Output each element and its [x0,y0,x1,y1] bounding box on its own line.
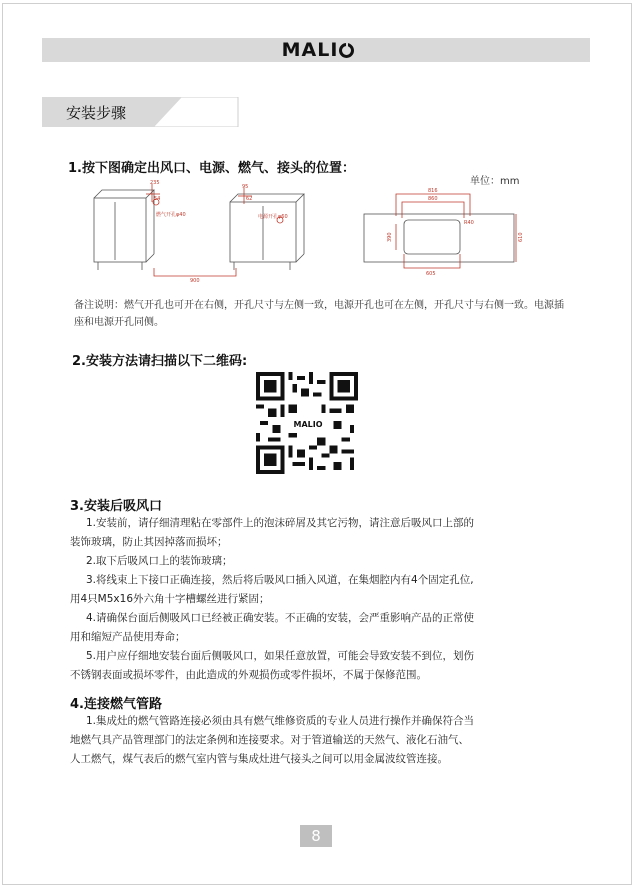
power-hole-label: 电源开孔φ60 [258,214,288,220]
step4-line-2: 地燃气具产品管理部门的法定条例和连接要求。对于管道输送的天然气、液化石油气、 [70,734,469,746]
dim-390: 390 [387,232,393,242]
step3-line-4: 3.将线束上下接口正确连接，然后将后吸风口插入风道，在集烟腔内有4个固定孔位, [86,574,474,586]
dim-54: 54 [154,196,161,202]
left-cabinet [94,190,154,270]
dim-95: 95 [242,184,249,190]
step3-line-9: 不锈钢表面或损坏零件，由此造成的外观损伤或零件损坏，不属于保修范围。 [70,669,427,681]
step3-line-3: 2.取下后吸风口上的装饰玻璃； [86,555,233,567]
step3-line-7: 用和缩短产品使用寿命； [70,631,186,643]
step4-line-1: 1.集成灶的燃气管路连接必须由具有燃气维修资质的专业人员进行操作并确保符合当 [86,715,475,727]
dim-610: 610 [518,232,524,242]
section-tab [42,97,242,127]
brand-logo [268,38,368,62]
qr-center-logo: MALIO [287,418,329,431]
page-number: 8 [300,825,332,847]
step3-line-2: 装饰玻璃，防止其因掉落而损坏； [70,536,228,548]
step3-heading: 3.安装后吸风口 [70,499,162,514]
dim-605: 605 [426,271,436,277]
step3-line-8: 5.用户应仔细地安装台面后侧吸风口，如果任意放置，可能会导致安装不到位，划伤 [86,650,475,662]
dim-62: 62 [246,196,253,202]
step3-line-6: 4.请确保台面后侧吸风口已经被正确安装。不正确的安装，会严重影响产品的正常使 [86,612,475,624]
dim-235: 235 [150,180,160,186]
r40-label: R40 [464,220,474,226]
section-tab-label: 安装步骤 [66,104,127,122]
dim-860: 860 [428,196,438,202]
dim-900: 900 [190,278,200,284]
dim-816: 816 [428,188,438,194]
logo-text: MALI [281,39,339,61]
step3-line-5: 用4只M5x16外六角十字槽螺丝进行紧固； [70,593,270,605]
step1-note: 备注说明：燃气开孔也可开在右侧，开孔尺寸与左侧一致，电源开孔也可在左侧，开孔尺寸与右侧一致。电源插座和电源开孔同侧。 [74,300,564,328]
step3-line-1: 1.安装前，请仔细清理粘在零部件上的泡沫碎屑及其它污物，请注意后吸风口上部的 [86,517,475,529]
step1-heading: 1.按下图确定出风口、电源、燃气、接头的位置： [68,161,355,176]
red-plan-dimensions [396,194,516,268]
step2-heading: 2.安装方法请扫描以下二维码: [72,354,248,369]
gas-hole-label: 燃气开孔φ40 [156,212,186,218]
step4-line-3: 人工燃气，煤气表后的燃气室内管与集成灶进气接头之间可以用金属波纹管连接。 [70,753,448,765]
logo-power-icon [339,43,354,58]
installation-diagram [80,180,540,295]
right-cabinet [230,194,304,270]
step4-heading: 4.连接燃气管路 [70,697,162,712]
unit-label: 单位：mm [470,176,520,187]
